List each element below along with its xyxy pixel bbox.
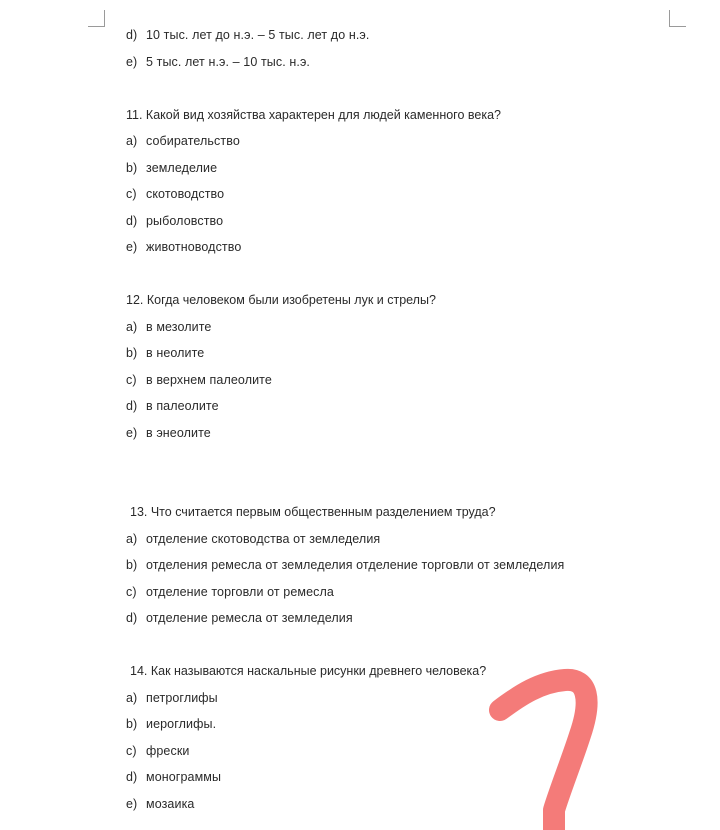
option-letter: b) <box>126 161 138 175</box>
option-text: мозаика <box>146 797 195 811</box>
option-text: отделение ремесла от земледелия <box>146 611 353 625</box>
option-letter: c) <box>126 373 137 387</box>
option-letter: e) <box>126 240 138 254</box>
option-letter: a) <box>126 320 138 334</box>
option-letter: d) <box>126 611 138 625</box>
option-letter: d) <box>126 399 138 413</box>
option-text: земледелие <box>146 161 218 175</box>
option-letter: b) <box>126 346 138 360</box>
option-text: скотоводство <box>146 187 225 201</box>
option-letter: e) <box>126 55 138 69</box>
option-text: фрески <box>146 744 190 758</box>
option-text: отделение скотоводства от земледелия <box>146 532 381 546</box>
handwritten-annotation <box>480 640 720 830</box>
option-text: иероглифы. <box>146 717 217 731</box>
option-text: собирательство <box>146 134 240 148</box>
option-text: отделения ремесла от земледелия отделение торговли от земледелия <box>146 558 565 572</box>
option-text: в верхнем палеолите <box>146 373 272 387</box>
annotation-stroke <box>500 680 587 830</box>
option-text: в неолите <box>146 346 205 360</box>
option-text: петроглифы <box>146 691 218 705</box>
option-letter: e) <box>126 426 138 440</box>
option-text: животноводство <box>146 240 242 254</box>
q13-question: 13. Что считается первым общественным разделением труда? <box>130 505 496 519</box>
crop-mark-left <box>88 10 105 27</box>
crop-mark-right <box>669 10 686 27</box>
option-text: 5 тыс. лет н.э. – 10 тыс. н.э. <box>146 55 310 69</box>
option-letter: d) <box>126 770 138 784</box>
q12-question: 12. Когда человеком были изобретены лук и стрелы? <box>126 293 436 307</box>
option-text: в мезолите <box>146 320 212 334</box>
option-letter: d) <box>126 28 138 42</box>
option-letter: d) <box>126 214 138 228</box>
q14-question: 14. Как называются наскальные рисунки древнего человека? <box>130 664 487 678</box>
q11-question: 11. Какой вид хозяйства характерен для людей каменного века? <box>126 108 501 122</box>
option-text: монограммы <box>146 770 222 784</box>
option-letter: b) <box>126 558 138 572</box>
option-letter: c) <box>126 187 137 201</box>
option-letter: c) <box>126 585 137 599</box>
option-letter: c) <box>126 744 137 758</box>
option-text: в палеолите <box>146 399 219 413</box>
option-text: в энеолите <box>146 426 211 440</box>
option-text: 10 тыс. лет до н.э. – 5 тыс. лет до н.э. <box>146 28 370 42</box>
option-letter: b) <box>126 717 138 731</box>
option-text: рыболовство <box>146 214 224 228</box>
option-text: отделение торговли от ремесла <box>146 585 334 599</box>
option-letter: a) <box>126 532 138 546</box>
option-letter: e) <box>126 797 138 811</box>
option-letter: a) <box>126 134 138 148</box>
option-letter: a) <box>126 691 138 705</box>
